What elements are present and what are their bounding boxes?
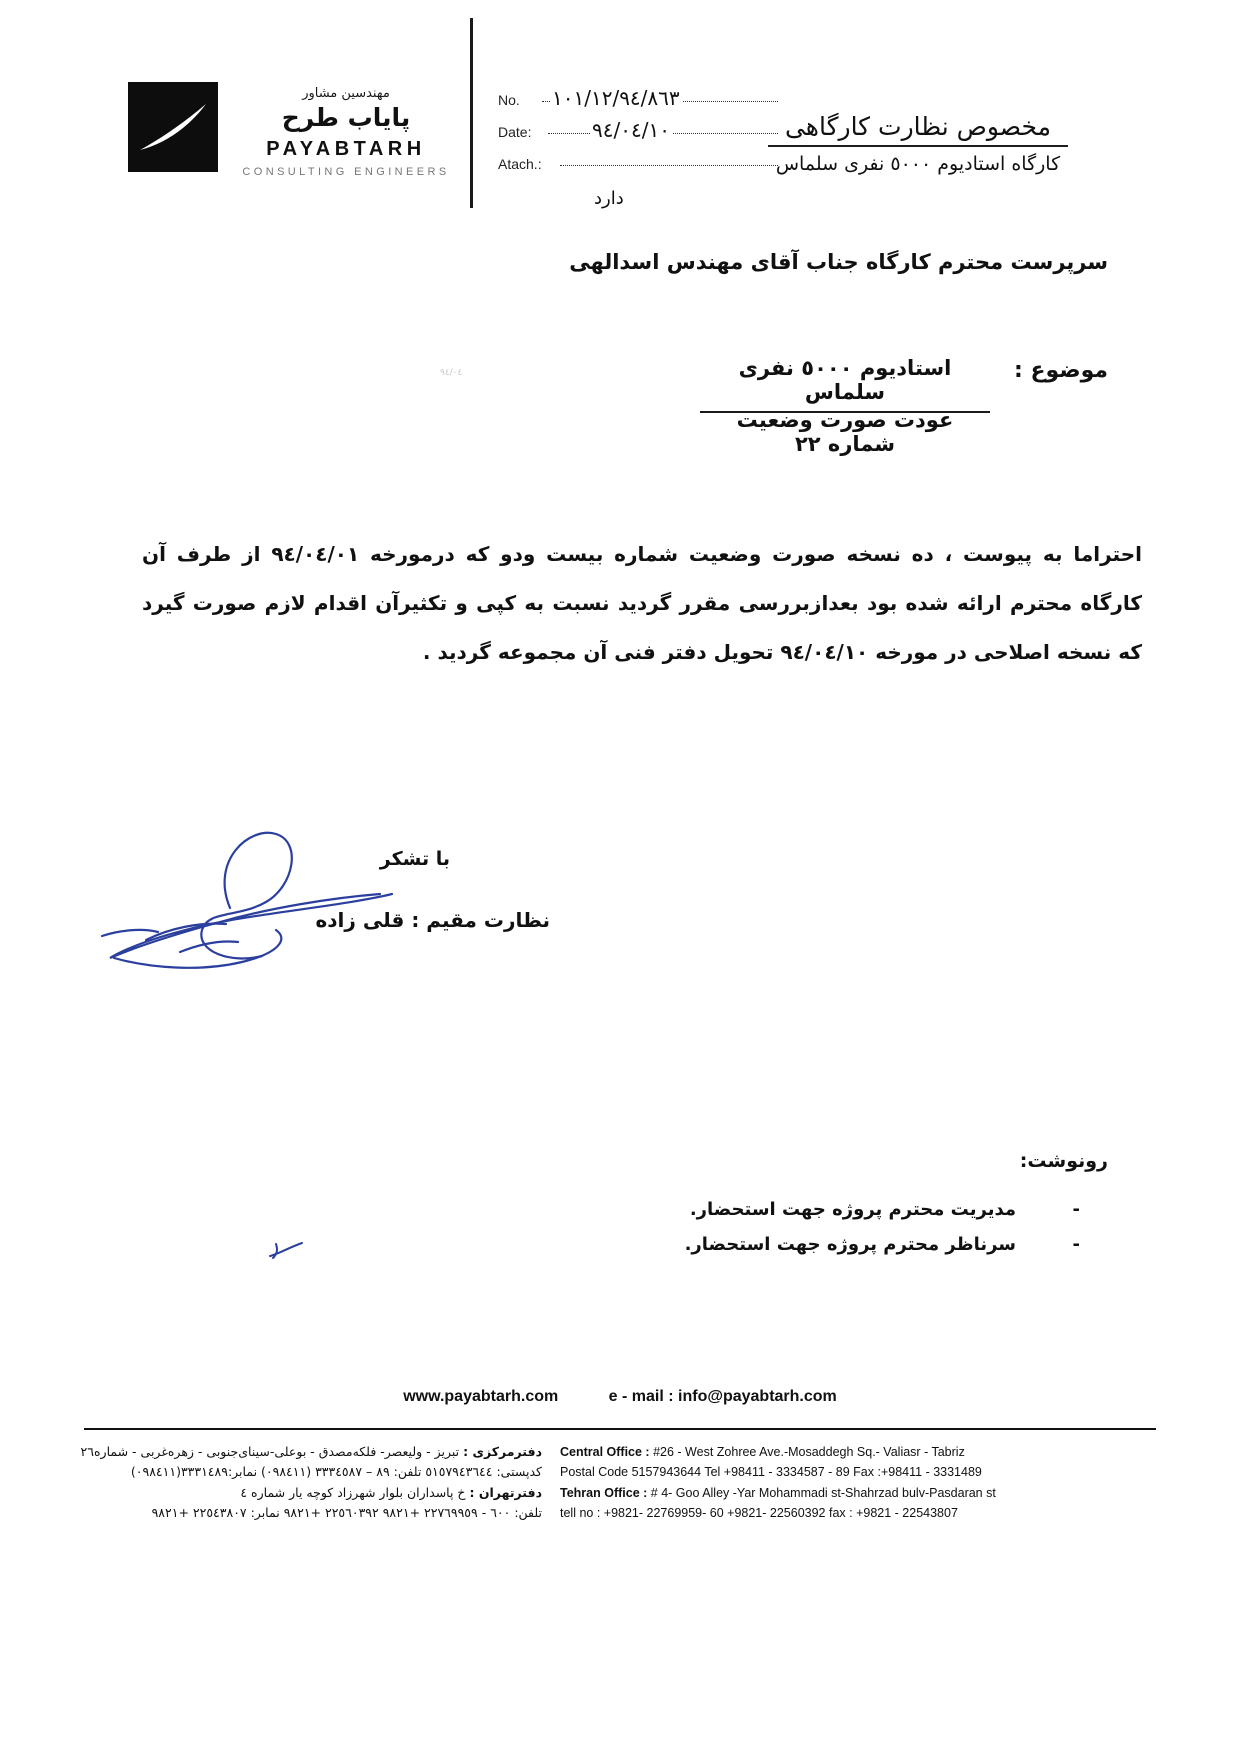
atach-value: دارد (594, 188, 624, 209)
cc-title: رونوشت: (1019, 1150, 1108, 1172)
footer-tehran-address-en: # 4- Goo Alley -Yar Mohammadi st-Shahrzad bulv-Pasdaran st (650, 1485, 996, 1500)
cc-item-label: سرناظر محترم پروژه جهت استحضار. (684, 1234, 1016, 1256)
footer-tehran-fa (72, 1483, 542, 1503)
no-value: ١٠١/١٢/٩٤/٨٦٣ (552, 86, 680, 110)
cc-item-label: مدیریت محترم پروژه جهت استحضار. (689, 1199, 1016, 1220)
cc-item (380, 1192, 1080, 1227)
signer-name: نظارت مقیم : قلی زاده (315, 908, 550, 932)
logo-mark-icon (128, 82, 218, 172)
logo-text (236, 86, 456, 178)
footer-tel-fa: تلفن: ٦٠٠ - ٢٢٧٦٩٩٥٩ +٩٨٢١ ٢٢٥٦٠٣٩٢ +٩٨٢١ نمابر: ٢٢٥٤٣٨٠٧ +٩٨٢١ (151, 1504, 542, 1520)
footer-tehran-en (560, 1483, 1160, 1503)
footer-postal-en: Postal Code 5157943644 Tel +98411 - 3334587 - 89 Fax :+98411 - 3331489 (560, 1465, 982, 1480)
addressee-line: سرپرست محترم کارگاه جناب آقای مهندس اسدالهی (569, 250, 1108, 274)
logo-slash-icon (136, 100, 210, 156)
cc-list (380, 1192, 1080, 1262)
footer-farsi (72, 1442, 542, 1523)
footer-central-fa (72, 1442, 542, 1462)
subject-label: موضوع : (1014, 358, 1108, 383)
footer-central-en (560, 1442, 1160, 1462)
subject-detail: عودت صورت وضعیت شماره ٢٢ (736, 408, 954, 456)
footer-postal-fa: کدپستی: ٥١٥٧٩٤٣٦٤٤ تلفن: ٨٩ – ٣٣٣٤٥٨٧ (٠٩٨٤١١) نمابر:٣٣٣١٤٨٩(٠٩٨٤١١) (130, 1464, 542, 1480)
stamp-rule (768, 145, 1068, 147)
footer-tel-en: tell no : +9821- 22769959- 60 +9821- 22560392 fax : +9821 - 22543807 (560, 1505, 958, 1520)
date-label: Date: (498, 124, 532, 140)
website-link[interactable]: www.payabtarh.com (403, 1388, 559, 1405)
footer-central-label-en: Central Office : (560, 1445, 650, 1459)
footer-tehran-label-fa: دفترتهران : (469, 1484, 542, 1500)
letterhead (0, 0, 1240, 240)
cc-item (380, 1227, 1080, 1262)
subject-project: استادیوم ٥٠٠٠ نفری سلماس (700, 356, 990, 413)
site-supervision-stamp (728, 112, 1108, 175)
footer-tehran-label-en: Tehran Office : (560, 1485, 648, 1500)
email-link[interactable]: e - mail : info@payabtarh.com (608, 1388, 837, 1405)
footer-divider (84, 1428, 1156, 1430)
footer-tehran-address-fa: خ پاسداران بلوار شهرزاد کوچه یار شماره ٤ (240, 1484, 466, 1500)
letter-body: احتراما به پیوست ، ده نسخه صورت وضعیت شماره بیست ودو که درمورخه ٩٤/٠٤/٠١ از طرف آن کارگاه محترم ارائه شده بود بعدازبررسی مقرر گردید نسبت به کپی و تکثیرآن اقدام لازم صورت گیرد که نسخه اصلاحی در مورخه ٩٤/٠٤/١٠ تحویل دفتر فنی آن مجموعه گردید . (142, 542, 1142, 664)
faint-watermark: ٩٤/٠٤ (440, 368, 463, 378)
footer-web-row (0, 1388, 1240, 1406)
atach-label: Atach.: (498, 156, 542, 172)
stamp-subtitle: کارگاه استادیوم ٥٠٠٠ نفری سلماس (775, 153, 1061, 175)
footer-central-address-en: #26 - West Zohree Ave.-Mosaddegh Sq.- Valiasr - Tabriz (653, 1445, 965, 1459)
stamp-title: مخصوص نظارت کارگاهی (784, 112, 1052, 141)
handwritten-signature (80, 790, 460, 1000)
logo-fa-big: پایاب طرح (281, 103, 411, 132)
logo-en-name: PAYABTARH (266, 138, 426, 160)
footer-central-address-fa: تبریز - ولیعصر- فلکه‌مصدق - بوعلی-سینای‌جنوبی - زهره‌غربی - شماره٢٦ (80, 1444, 460, 1459)
cc-dash: - (1072, 1199, 1080, 1220)
footer-central-label-fa: دفترمرکزی : (463, 1444, 542, 1459)
no-label: No. (498, 92, 520, 108)
footer-english (560, 1442, 1160, 1523)
logo-fa-small: مهندسین مشاور (302, 86, 390, 101)
date-value: ٩٤/٠٤/١٠ (592, 118, 670, 142)
handwritten-check-icon (268, 1240, 308, 1262)
cc-dash: - (1072, 1234, 1080, 1256)
header-divider (470, 18, 473, 208)
logo-en-tagline: CONSULTING ENGINEERS (242, 166, 450, 178)
signoff-thanks: با تشکر (379, 848, 450, 870)
